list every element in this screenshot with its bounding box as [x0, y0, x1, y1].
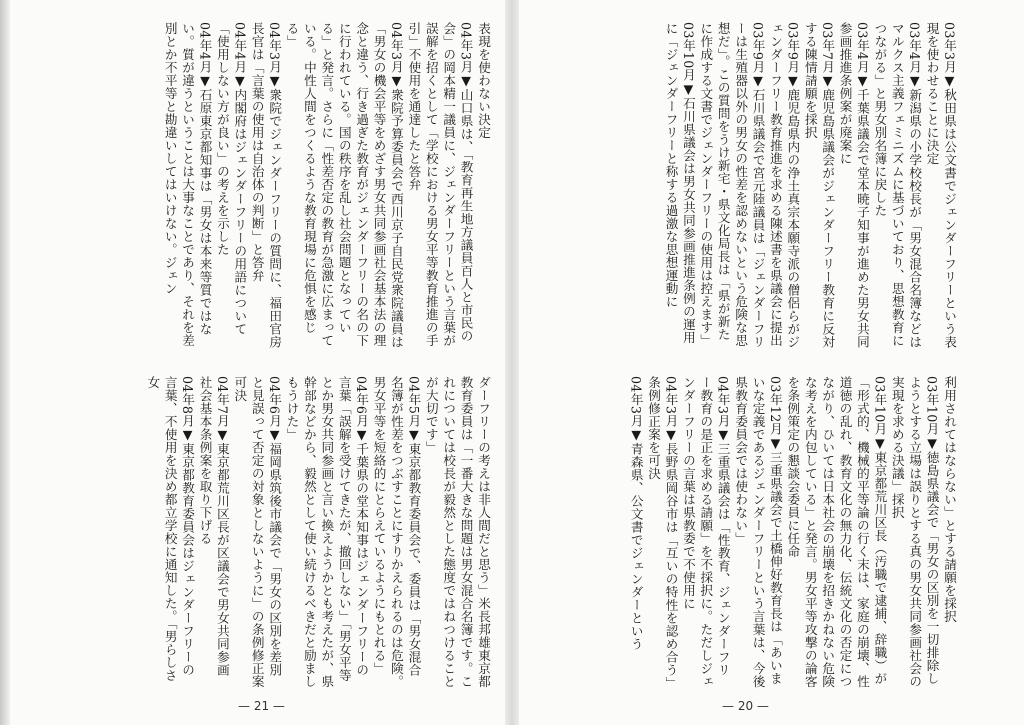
right-top-entry: 03年9月▼鹿児島県内の浄土真宗本願寺派の僧侶らがジェンダーフリー教育推進を求める陳述書を県議会に提出	[767, 22, 801, 349]
left-bottom-entry: 04年6月▼千葉県の堂本知事はジェンダーフリーの言葉「誤解を受けてきたが、撤回しない」「男女平等とか男女共同参画と言い換えようかとも考えたが、県幹部などから、毅然として使い続けるべきだと励ましもうけた」	[284, 376, 370, 688]
right-top-entry: 03年7月▼鹿児島県議会がジェンダーフリー教育に反対する陳情請願を採択	[802, 22, 836, 349]
right-bottom-entry: 03年12月▼三重県議会で土橋伸好教育長は「あいまいな定義であるジェンダーフリーという言葉は、今後県教育委員会では使わない」	[733, 376, 783, 688]
left-top-entry: 04年4月▼石原東京都知事は「男女は本来等質ではない。質が違うということは大事なことであり、それを差別とか不平等と勘違いしてはいけない。ジェン	[162, 22, 213, 347]
right-top-entry: 03年9月▼石川県議会で宮元陸議員は「ジェンダーフリーは生殖器以外の男女の性差を認めないという危険な思想だ」。この質問をうけ新宅・県文化局長は「県が新たに作成する文書でジェンダーフリーの使用は控えます」	[698, 22, 766, 349]
left-top-entry: 04年3月▼山口県は、「教育再生地方議員百人と市民の会」の岡本精一議員に、ジェンダーフリーという言葉が誤解を招くとして「学校における男女平等教育推進の手引」不使用を通達したと答弁	[406, 22, 474, 347]
left-page-top-column	[84, 22, 492, 352]
left-page-bottom-column	[84, 376, 492, 688]
right-bottom-entry: 04年3月▼青森県、公文書でジェンダーという	[628, 376, 644, 651]
right-bottom-entry: 04年3月▼長野県岡谷市は「互いの特性を認め合う」条例修正案を可決	[646, 376, 679, 684]
left-top-entry: 04年3月▼衆院でジェンダーフリーの質問に、福田官房長官は「言葉の使用は自治体の判断」と答弁	[249, 22, 283, 349]
right-bottom-entry: 03年10月▼東京都荒川区長（汚職で逮捕、辞職）が「形式的、機械的平等論の行く末は、家庭の崩壊、性道徳の乱れ、教育文化の無力化、伝統文化の否定につながり、ひいては日本社会の崩壊を招きかねない危険な考えを内包している」と発言。男女平等攻撃の論客を条例策定の懇談会委員に任命	[785, 376, 888, 688]
left-top-entry: 04年4月▼内閣府はジェンダーフリーの用語について「使用しない方が良い」の考えを示した	[214, 22, 248, 336]
left-top-entry: 04年3月▼衆院予算委員会で西川京子自民党衆院議員は「男女の機会平等をめざす男女共同参画社会基本法の理念と違う、行き過ぎた教育がジェンダーフリーの名の下に行われている。国の秩序を乱し社会問題となっている」と発言。さらに「性差否定の教育が急激に広まっている。中性人間をつくるような教育現場に危惧を感じる」	[284, 22, 404, 349]
right-top-entry: 03年10月▼石川県議会は男女共同参画推進条例の運用に「ジェンダーフリーと称する過激な思想運動に	[663, 22, 696, 345]
page-number-right: — 20 —	[722, 699, 769, 713]
right-bottom-entry: 利用されてはならない」とする請願を採択	[942, 376, 957, 623]
left-top-entry: 表現を使わない決定	[476, 22, 491, 139]
book-gutter	[505, 0, 519, 725]
page-number-left: — 21 —	[238, 699, 285, 713]
right-bottom-entry: 04年3月▼三重県議会は「性教育、ジェンダーフリー教育の是正を求める請願」を不採択に。ただしジェンダーフリーの言葉は県教委で不使用に	[680, 376, 731, 688]
left-bottom-entry: 04年6月▼福岡県筑後市議会で「男女の区別を差別と見誤って否定の対象としないように」の条例修正案可決	[232, 376, 283, 688]
right-page-bottom-column	[540, 376, 958, 688]
left-bottom-entry: 04年8月▼東京都教育委員会はジェンダーフリーの言葉、不使用を決め都立学校に通知した。「男らしさ女	[145, 376, 196, 682]
right-bottom-entry: 03年10月▼徳島県議会で「男女の区別を一切排除しようとする立場は誤りとする真の男女共同参画社会の実現を求める決議」採択	[889, 376, 940, 688]
left-bottom-entry: 04年7月▼東京都荒川区長が区議会で男女共同参画社会基本条例案を取り下げる	[197, 376, 230, 677]
right-top-entry: 03年3月▼秋田県は公文書でジェンダーフリーという表現を使わせることに決定	[924, 22, 957, 349]
page-edge	[0, 0, 10, 725]
left-bottom-entry: 04年5月▼東京都教育委員会で、委員は「男女混合名簿が性差をつぶすことにすりかえられるのは危険。男女平等を短絡的にとらえているようにもとれる」	[371, 376, 422, 688]
right-page-top-column	[565, 22, 958, 352]
right-top-entry: 03年4月▼新潟県の小学校校長が「男女混合名簿などはマルクス主義フェミニズムに基づいており、思想教育につながる」と男女別名簿に戻した	[872, 22, 923, 349]
left-bottom-entry: ダーフリーの考えは非人間だと思う」米長邦雄東京都教育委員は「一番大きな問題は男女混合名簿です。これについては校長が毅然とした態度ではねつけることが大切です」	[423, 376, 491, 688]
right-top-entry: 03年4月▼千葉県議会で堂本暁子知事が進めた男女共同参画推進条例案が廃案に	[837, 22, 870, 349]
